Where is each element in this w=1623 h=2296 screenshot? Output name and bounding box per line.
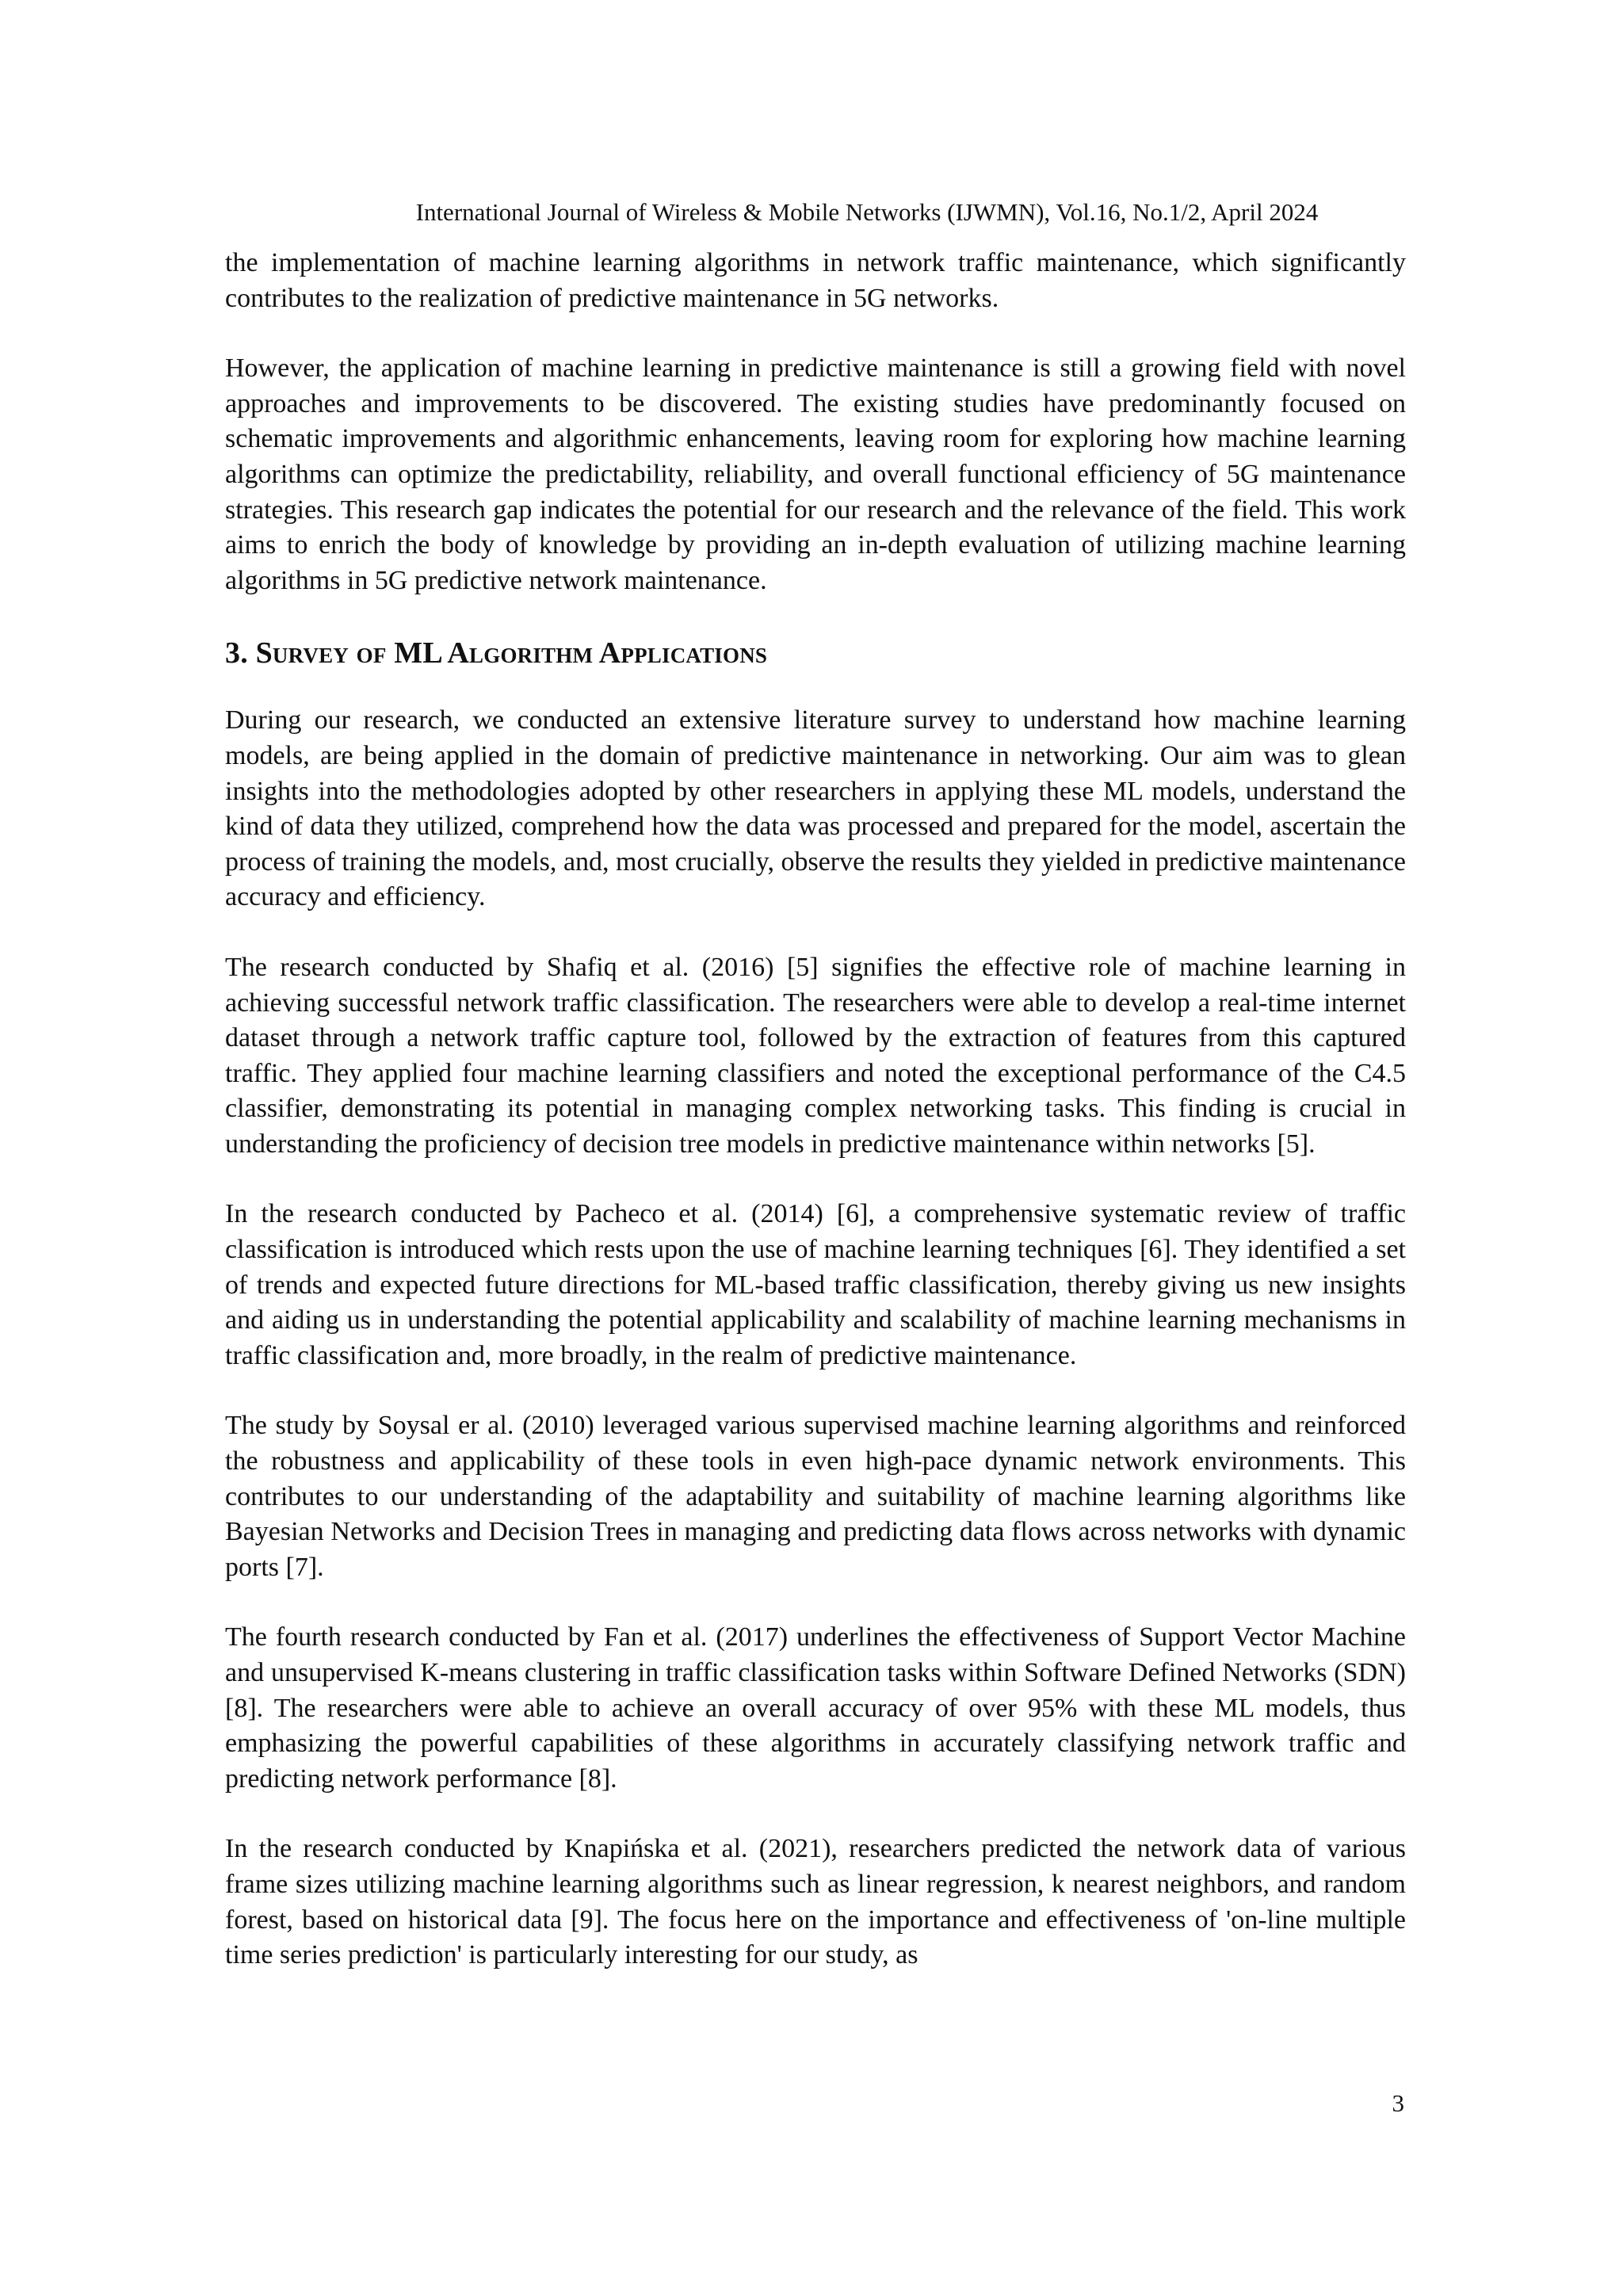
- journal-header: International Journal of Wireless & Mobile Networks (IJWMN), Vol.16, No.1/2, April 2024: [415, 198, 1319, 226]
- paragraph-intro-continuation: the implementation of machine learning algorithms in network traffic maintenance, which significantly contributes to the realization of predictive maintenance in 5G networks.: [225, 248, 1406, 313]
- paragraph-soysal: The study by Soysal er al. (2010) leveraged various supervised machine learning algorithms and reinforced the robustness and applicability of these tools in even high-pace dynamic network environments. This contributes to our understanding of the adaptability and suitability of machine learning algorithms like Bayesian Networks and Decision Trees in managing and predicting data flows across networks with dynamic ports [7].: [225, 1411, 1406, 1582]
- paragraph-research-gap: However, the application of machine learning in predictive maintenance is still a growing field with novel approaches and improvements to be discovered. The existing studies have predominantly focused on schematic improvements and algorithmic enhancements, leaving room for exploring how machine learning algorithms can optimize the predictability, reliability, and overall functional efficiency of 5G maintenance strategies. This research gap indicates the potential for our research and the relevance of the field. This work aims to enrich the body of knowledge by providing an in-depth evaluation of utilizing machine learning algorithms in 5G predictive network maintenance.: [225, 353, 1406, 595]
- paragraph-survey-intro: During our research, we conducted an extensive literature survey to understand how machine learning models, are being applied in the domain of predictive maintenance in networking. Our aim was to glean insights into the methodologies adopted by other researchers in applying these ML models, understand the kind of data they utilized, comprehend how the data was processed and prepared for the model, ascertain the process of training the models, and, most crucially, observe the results they yielded in predictive maintenance accuracy and efficiency.: [225, 705, 1406, 912]
- paragraph-pacheco: In the research conducted by Pacheco et al. (2014) [6], a comprehensive systematic review of traffic classification is introduced which rests upon the use of machine learning techniques [6]. They identified a set of trends and expected future directions for ML-based traffic classification, thereby giving us new insights and aiding us in understanding the potential applicability and scalability of machine learning mechanisms in traffic classification and, more broadly, in the realm of predictive maintenance.: [225, 1199, 1406, 1370]
- paragraph-fan: The fourth research conducted by Fan et al. (2017) underlines the effectiveness of Support Vector Machine and unsupervised K-means clustering in traffic classification tasks within Software Defined Networks (SDN) [8]. The researchers were able to achieve an overall accuracy of over 95% with these ML models, thus emphasizing the powerful capabilities of these algorithms in accurately classifying network traffic and predicting network performance [8].: [225, 1622, 1406, 1794]
- section-heading: 3. Survey of ML Algorithm Applications: [225, 636, 768, 670]
- page-body: [225, 246, 1406, 2008]
- page-number: 3: [1392, 2089, 1404, 2117]
- paragraph-shafiq: The research conducted by Shafiq et al. (2016) [5] signifies the effective role of machine learning in achieving successful network traffic classification. The researchers were able to develop a real-time internet dataset through a network traffic capture tool, followed by the extraction of features from this captured traffic. They applied four machine learning classifiers and noted the exceptional performance of the C4.5 classifier, demonstrating its potential in managing complex networking tasks. This finding is crucial in understanding the proficiency of decision tree models in predictive maintenance within networks [5].: [225, 952, 1406, 1159]
- paragraph-knapinska: In the research conducted by Knapińska et al. (2021), researchers predicted the network data of various frame sizes utilizing machine learning algorithms such as linear regression, k nearest neighbors, and random forest, based on historical data [9]. The focus here on the importance and effectiveness of 'on-line multiple time series prediction' is particularly interesting for our study, as: [225, 1834, 1406, 1970]
